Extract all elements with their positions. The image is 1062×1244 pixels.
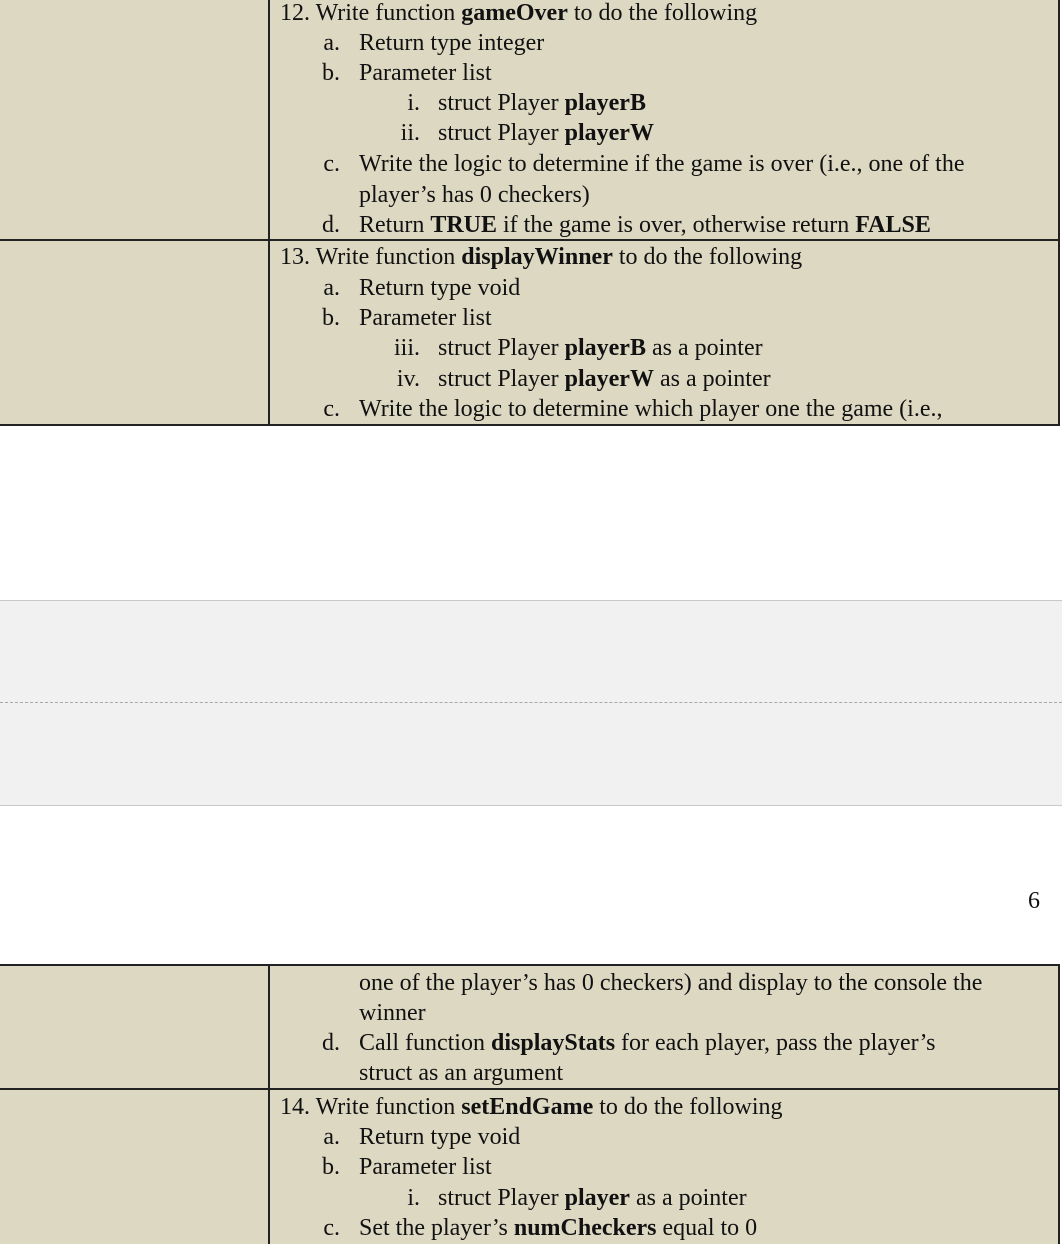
- function-name: gameOver: [461, 0, 568, 26]
- table-bottom-border: [0, 424, 1060, 426]
- list-item-continuation: one of the player’s has 0 checkers) and display to the console the: [359, 970, 983, 996]
- function-name: displayWinner: [461, 244, 613, 270]
- table-row-item-12: [0, 0, 1060, 240]
- list-item: Write the logic to determine which player one the game (i.e.,: [359, 396, 943, 422]
- list-item: Parameter list: [359, 1154, 492, 1180]
- item-14-heading: 14. Write function setEndGame to do the following: [280, 1094, 783, 1120]
- item-13-heading: 13. Write function displayWinner to do the following: [280, 244, 803, 270]
- list-marker: i.: [407, 90, 420, 116]
- list-marker: c.: [323, 151, 340, 177]
- function-name: setEndGame: [461, 1094, 594, 1120]
- list-marker: d.: [322, 212, 340, 238]
- list-item: struct Player playerW: [438, 120, 654, 146]
- list-item: struct Player playerB: [438, 90, 646, 116]
- list-item: struct Player playerB as a pointer: [438, 335, 763, 361]
- list-item: Return type void: [359, 275, 521, 301]
- list-marker: b.: [322, 1154, 340, 1180]
- list-item: Write the logic to determine if the game is over (i.e., one of the: [359, 151, 965, 177]
- list-marker: d.: [322, 1030, 340, 1056]
- table-row-item-13-continued: [0, 966, 1060, 1088]
- list-item-continuation: player’s has 0 checkers): [359, 182, 590, 208]
- table-right-border: [1058, 964, 1060, 1244]
- requirements-table-bottom: [0, 964, 1060, 1244]
- list-item: struct Player playerW as a pointer: [438, 366, 771, 392]
- list-marker: c.: [323, 396, 340, 422]
- list-item-continuation: winner: [359, 1000, 426, 1026]
- list-item: Return type void: [359, 1124, 521, 1150]
- table-left-cell: [0, 1090, 270, 1244]
- list-marker: i.: [407, 1185, 420, 1211]
- table-left-cell: [0, 241, 270, 424]
- item-12-heading: 12. Write function gameOver to do the following: [280, 0, 758, 26]
- table-left-cell: [0, 0, 270, 240]
- list-item: Return type integer: [359, 30, 545, 56]
- list-marker: iii.: [393, 335, 420, 361]
- list-item: Call function displayStats for each player, pass the player’s: [359, 1030, 936, 1056]
- table-right-border: [1058, 0, 1060, 426]
- requirements-table-top: [0, 0, 1060, 426]
- list-marker: a.: [323, 30, 340, 56]
- list-item: Parameter list: [359, 60, 492, 86]
- page-break-dashed-line: [0, 702, 1062, 703]
- list-item: struct Player player as a pointer: [438, 1185, 747, 1211]
- list-marker: a.: [323, 1124, 340, 1150]
- list-item: Parameter list: [359, 305, 492, 331]
- list-marker: iv.: [396, 366, 420, 392]
- list-item-continuation: struct as an argument: [359, 1060, 564, 1086]
- list-item: Set the player’s numCheckers equal to 0: [359, 1215, 758, 1241]
- list-marker: b.: [322, 305, 340, 331]
- table-left-cell: [0, 966, 270, 1088]
- list-marker: b.: [322, 60, 340, 86]
- table-row-item-14: [0, 1090, 1060, 1244]
- page-break-gap: [0, 600, 1062, 806]
- table-row-item-13: [0, 241, 1060, 424]
- list-marker: ii.: [400, 120, 420, 146]
- list-marker: a.: [323, 275, 340, 301]
- page-number: 6: [1028, 888, 1040, 914]
- list-marker: c.: [323, 1215, 340, 1241]
- list-item: Return TRUE if the game is over, otherwise return FALSE: [359, 212, 931, 238]
